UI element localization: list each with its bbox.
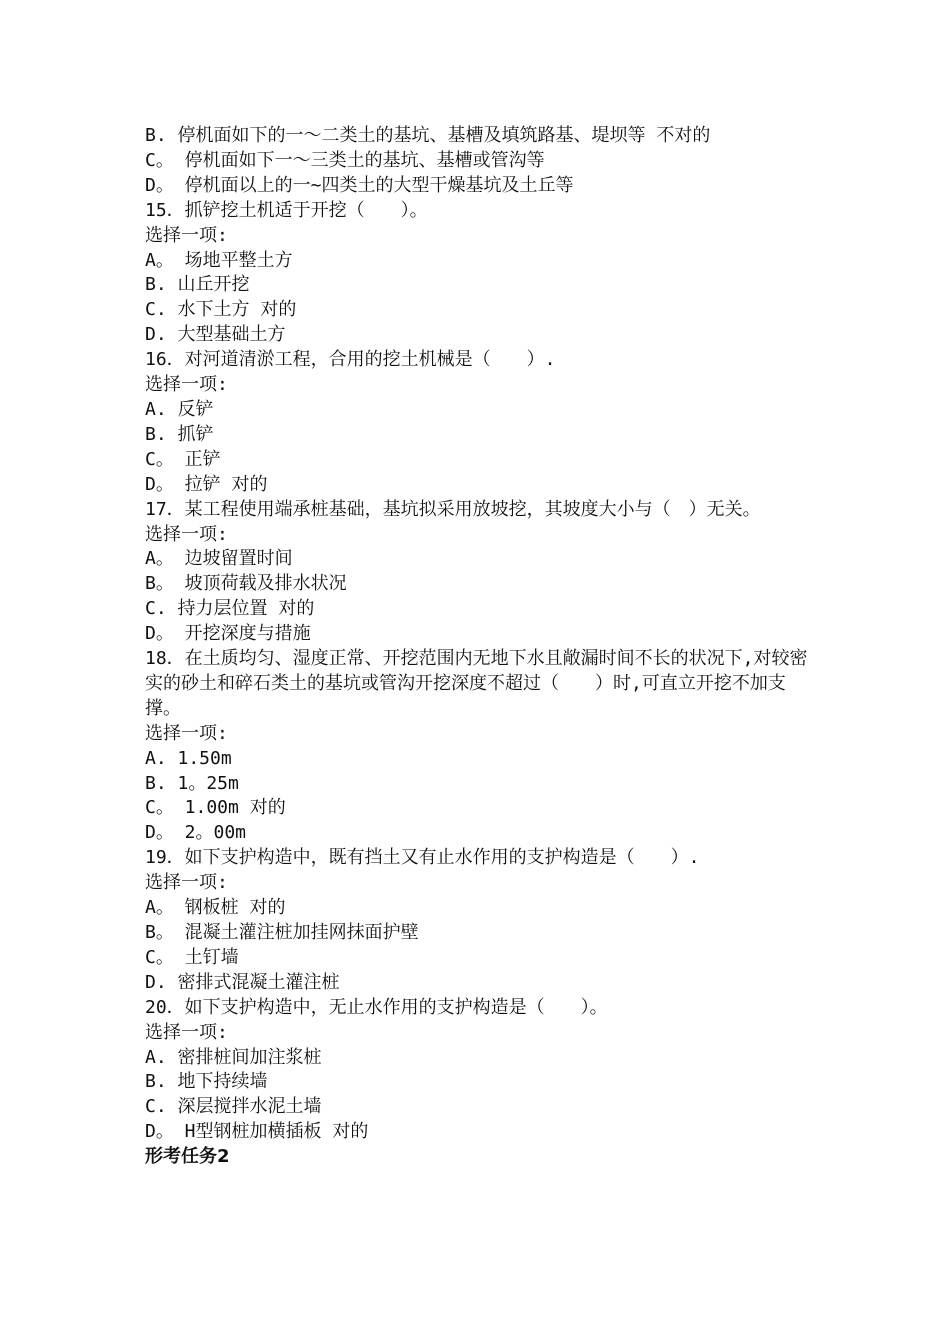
section-heading: 形考任务2 <box>145 1146 230 1168</box>
text-line: 选择一项: <box>145 1021 228 1043</box>
text-line: B. 停机面如下的一～二类土的基坑、基槽及填筑路基、堤坝等 不对的 <box>145 125 711 146</box>
text-line: B. 1。25m <box>145 772 239 794</box>
text-line: 20．如下支护构造中，无止水作用的支护构造是（ ）。 <box>145 996 608 1018</box>
text-line: 16．对河道清淤工程，合用的挖土机械是（ ）. <box>145 349 556 371</box>
question-text-block <box>145 124 810 1145</box>
text-line: C. 深层搅拌水泥土墙 <box>145 1096 322 1118</box>
text-line: A。 边坡留置时间 <box>145 548 293 570</box>
text-line: 选择一项: <box>145 224 228 246</box>
text-line: C. 水下土方 对的 <box>145 299 297 321</box>
text-line: D。 停机面以上的一~四类土的大型干燥基坑及土丘等 <box>145 174 574 196</box>
text-line: D。 H型钢桩加横插板 对的 <box>145 1121 369 1143</box>
text-line: B。 混凝土灌注桩加挂网抹面护壁 <box>145 922 419 943</box>
text-line: B。 坡顶荷载及排水状况 <box>145 573 347 595</box>
text-line: 18．在土质均匀、湿度正常、开挖范围内无地下水且敞漏时间不长的状况下,对较密实的砂土和碎石类土的基坑或管沟开挖深度不超过（ ）时,可直立开挖不加支撑。 <box>145 648 808 719</box>
text-line: A. 密排桩间加注浆桩 <box>145 1046 322 1068</box>
text-line: B. 地下持续墙 <box>145 1071 268 1093</box>
text-line: 19．如下支护构造中，既有挡土又有止水作用的支护构造是（ ）. <box>145 847 700 869</box>
text-line: 17．某工程使用端承桩基础，基坑拟采用放坡挖，其坡度大小与（ ）无关。 <box>145 498 761 520</box>
text-line: C。 1.00m 对的 <box>145 797 286 819</box>
text-line: C。 土钉墙 <box>145 946 239 968</box>
document-page <box>145 124 810 1170</box>
text-line: C。 正铲 <box>145 448 221 470</box>
text-line: C。 停机面如下一～三类土的基坑、基槽或管沟等 <box>145 149 545 171</box>
text-line: C. 持力层位置 对的 <box>145 598 315 620</box>
text-line: D. 大型基础土方 <box>145 324 286 346</box>
text-line: D。 拉铲 对的 <box>145 473 268 495</box>
text-line: A. 1.50m <box>145 747 232 769</box>
text-line: B. 山丘开挖 <box>145 274 250 296</box>
text-line: B. 抓铲 <box>145 423 214 445</box>
text-line: 选择一项: <box>145 374 228 396</box>
text-line: A。 场地平整土方 <box>145 249 293 271</box>
text-line: 选择一项: <box>145 722 228 744</box>
text-line: 选择一项: <box>145 523 228 545</box>
text-line: 15．抓铲挖土机适于开挖（ ）。 <box>145 199 428 221</box>
text-line: A。 钢板桩 对的 <box>145 897 286 919</box>
text-line: D。 2。00m <box>145 822 247 844</box>
text-line: D. 密排式混凝土灌注桩 <box>145 971 340 993</box>
text-line: A. 反铲 <box>145 398 214 420</box>
text-line: D。 开挖深度与措施 <box>145 623 311 645</box>
text-line: 选择一项: <box>145 872 228 894</box>
